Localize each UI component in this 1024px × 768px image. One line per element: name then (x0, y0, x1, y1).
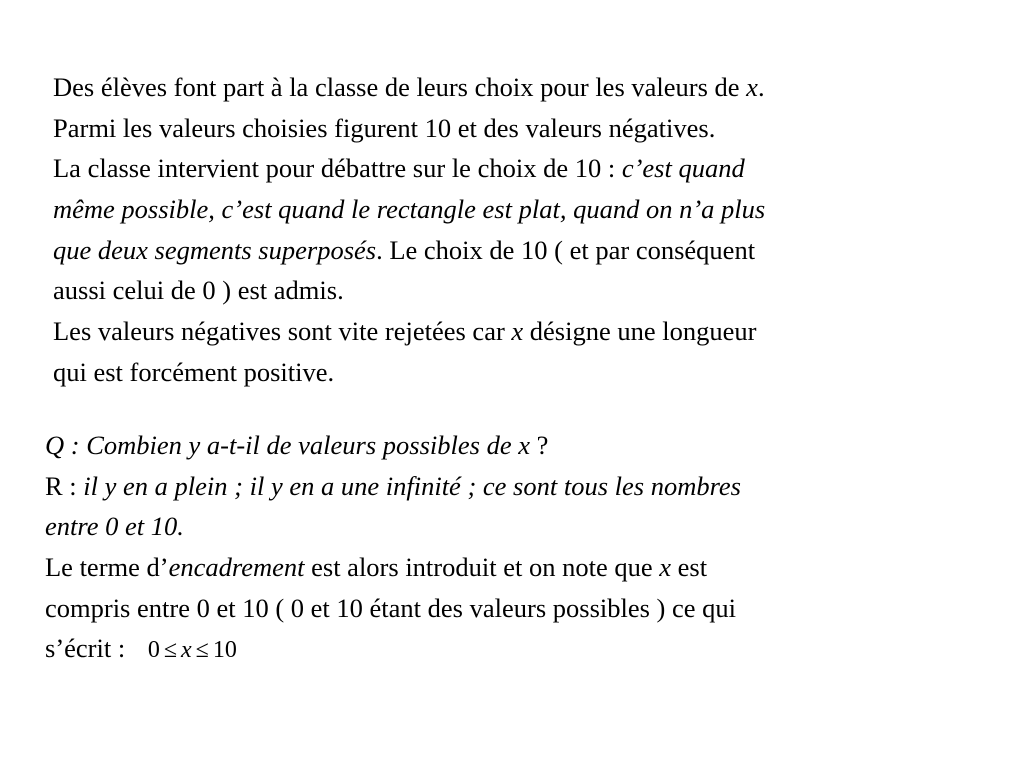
text-run: s’écrit : (45, 633, 132, 664)
answer-line (45, 506, 741, 547)
paragraph-intro (53, 67, 765, 393)
italic-quote: que deux segments superposés (53, 234, 377, 265)
italic-quote: c’est quand (621, 153, 745, 184)
italic-question: Q : Combien y a-t-il de valeurs possibles de x (45, 430, 530, 460)
less-equal-symbol: ≤ (195, 637, 209, 664)
text-run: Des élèves font part à la classe de leurs choix pour les valeurs de (53, 72, 747, 102)
answer-line (45, 466, 741, 507)
italic-answer: entre 0 et 10. (45, 511, 184, 542)
italic-term: encadrement (168, 552, 305, 583)
text-line (45, 628, 741, 669)
text-run: . (757, 72, 765, 102)
text-run: R : (45, 470, 84, 501)
less-equal-symbol: ≤ (163, 637, 177, 664)
text-run: . Le choix de 10 ( et par conséquent (376, 234, 756, 265)
text-run: est alors introduit et on note que (304, 552, 660, 583)
formula-number: 10 (212, 637, 237, 664)
text-line: compris entre 0 et 10 ( 0 et 10 étant des valeurs possibles ) ce qui (45, 592, 737, 623)
variable-x: x (511, 316, 524, 347)
text-line (53, 148, 765, 189)
text-line (53, 230, 765, 271)
text-run: La classe intervient pour débattre sur le choix de 10 : (53, 153, 622, 184)
text-line (53, 311, 765, 352)
text-line (53, 189, 765, 230)
text-line: Parmi les valeurs choisies figurent 10 et des valeurs négatives. (53, 112, 716, 143)
text-run: désigne une longueur (523, 316, 757, 347)
text-line (53, 67, 765, 108)
italic-answer: il y en a plein ; il y en a une infinité ; ce sont tous les nombres (83, 470, 741, 501)
formula-number: 0 (147, 637, 160, 664)
variable-x: x (181, 637, 192, 664)
variable-x: x (746, 72, 758, 102)
text-line: qui est forcément positive. (53, 356, 335, 387)
text-run: ? (530, 430, 549, 460)
paragraph-question-answer (45, 425, 741, 669)
text-run: Le terme d’ (45, 552, 169, 583)
text-run: est (671, 552, 708, 583)
text-run: Les valeurs négatives sont vite rejetées car (53, 316, 512, 347)
variable-x: x (659, 552, 672, 583)
text-line: aussi celui de 0 ) est admis. (53, 275, 344, 306)
inequality-formula (148, 637, 237, 663)
text-line (45, 547, 741, 588)
italic-quote: même possible, c’est quand le rectangle est plat, quand on n’a plus (53, 194, 766, 225)
question-line (45, 425, 741, 466)
